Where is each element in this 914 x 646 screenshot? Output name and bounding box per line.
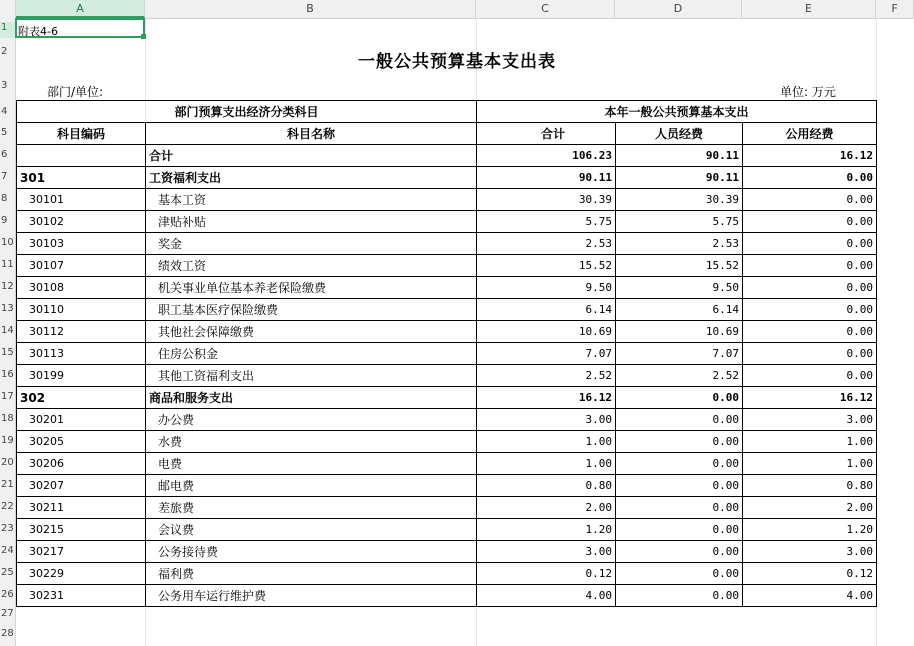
row-public[interactable]: 3.00 [743,409,877,431]
table-row [17,365,877,387]
row-code[interactable]: 302 [17,387,146,409]
group-header-basic-expenditure: 本年一般公共预算基本支出 [477,101,877,123]
row-header[interactable]: 6 [1,149,8,160]
row-total[interactable]: 106.23 [477,145,616,167]
table-row [17,233,877,255]
row-code[interactable]: 30101 [17,189,146,211]
row-code[interactable]: 30231 [17,585,146,607]
unit-label: 单位: 万元 [780,85,836,99]
row-name[interactable]: 工资福利支出 [146,167,477,189]
row-personnel[interactable]: 30.39 [616,189,743,211]
row-header[interactable]: 26 [1,589,14,600]
row-public[interactable]: 0.00 [743,255,877,277]
row-name[interactable]: 住房公积金 [146,343,477,365]
row-public[interactable]: 0.80 [743,475,877,497]
table-row [17,519,877,541]
row-code[interactable] [17,145,146,167]
row-name[interactable]: 绩效工资 [146,255,477,277]
table-row [17,255,877,277]
row-total[interactable]: 1.00 [477,453,616,475]
row-name[interactable]: 邮电费 [146,475,477,497]
row-public[interactable]: 0.00 [743,233,877,255]
row-personnel[interactable]: 15.52 [616,255,743,277]
row-header[interactable]: 25 [1,567,14,578]
row-header[interactable]: 18 [1,413,14,424]
row-total[interactable]: 0.12 [477,563,616,585]
row-total[interactable]: 2.52 [477,365,616,387]
row-name[interactable]: 职工基本医疗保险缴费 [146,299,477,321]
row-personnel[interactable]: 6.14 [616,299,743,321]
row-header[interactable]: 12 [1,281,14,292]
row-header[interactable]: 4 [1,106,8,117]
row-code[interactable]: 30112 [17,321,146,343]
row-header[interactable]: 13 [1,303,14,314]
row-code[interactable]: 30102 [17,211,146,233]
row-code[interactable]: 30110 [17,299,146,321]
row-code[interactable]: 30103 [17,233,146,255]
column-header-a[interactable]: A [16,0,145,18]
row-personnel[interactable]: 0.00 [616,409,743,431]
row-personnel[interactable]: 0.00 [616,387,743,409]
row-personnel[interactable]: 5.75 [616,211,743,233]
row-code[interactable]: 301 [17,167,146,189]
column-title-personnel: 人员经费 [616,123,743,145]
row-header[interactable]: 16 [1,369,14,380]
row-total[interactable]: 9.50 [477,277,616,299]
row-header[interactable]: 1 [0,22,16,38]
row-personnel[interactable]: 0.00 [616,475,743,497]
row-personnel[interactable]: 0.00 [616,519,743,541]
row-code[interactable]: 30205 [17,431,146,453]
row-code[interactable]: 30206 [17,453,146,475]
row-header[interactable]: 28 [1,628,14,639]
row-total[interactable]: 2.53 [477,233,616,255]
row-code[interactable]: 30217 [17,541,146,563]
row-public[interactable]: 0.00 [743,321,877,343]
table-row [17,321,877,343]
row-total[interactable]: 3.00 [477,409,616,431]
row-name[interactable]: 公务接待费 [146,541,477,563]
row-personnel[interactable]: 0.00 [616,453,743,475]
row-personnel[interactable]: 0.00 [616,541,743,563]
column-title-total: 合计 [477,123,616,145]
annex-label[interactable]: 附表4-6 [18,25,58,38]
row-name[interactable]: 水费 [146,431,477,453]
row-header[interactable]: 23 [1,523,14,534]
row-header[interactable]: 8 [1,193,8,204]
row-header[interactable]: 3 [1,80,8,91]
row-personnel[interactable]: 0.00 [616,497,743,519]
table-row [17,343,877,365]
row-name[interactable]: 商品和服务支出 [146,387,477,409]
row-name[interactable]: 公务用车运行维护费 [146,585,477,607]
table-row [17,189,877,211]
row-public[interactable]: 16.12 [743,145,877,167]
row-public[interactable]: 0.00 [743,299,877,321]
row-total[interactable]: 2.00 [477,497,616,519]
row-public[interactable]: 3.00 [743,541,877,563]
row-public[interactable]: 0.00 [743,189,877,211]
row-personnel[interactable]: 2.53 [616,233,743,255]
row-name[interactable]: 其他工资福利支出 [146,365,477,387]
row-code[interactable]: 30211 [17,497,146,519]
row-personnel[interactable]: 2.52 [616,365,743,387]
row-code[interactable]: 30199 [17,365,146,387]
row-public[interactable]: 0.00 [743,343,877,365]
row-name[interactable]: 基本工资 [146,189,477,211]
row-code[interactable]: 30215 [17,519,146,541]
column-header-b[interactable]: B [145,0,476,18]
row-name[interactable]: 津贴补贴 [146,211,477,233]
group-header-economic-class: 部门预算支出经济分类科目 [17,101,477,123]
row-code[interactable]: 30107 [17,255,146,277]
row-header[interactable]: 19 [1,435,14,446]
row-name[interactable]: 差旅费 [146,497,477,519]
table-row [17,475,877,497]
row-personnel[interactable]: 10.69 [616,321,743,343]
dept-label: 部门/单位: [47,85,104,99]
row-code[interactable]: 30108 [17,277,146,299]
row-public[interactable]: 0.12 [743,563,877,585]
column-title-public: 公用经费 [743,123,877,145]
row-total[interactable]: 30.39 [477,189,616,211]
fill-handle[interactable] [141,34,146,39]
row-name[interactable]: 电费 [146,453,477,475]
row-header-bar [0,18,16,646]
column-header-c[interactable]: C [476,0,615,18]
row-public[interactable]: 16.12 [743,387,877,409]
row-public[interactable]: 2.00 [743,497,877,519]
row-public[interactable]: 1.20 [743,519,877,541]
row-name[interactable]: 会议费 [146,519,477,541]
active-cell-cursor [15,18,145,38]
row-public[interactable]: 1.00 [743,453,877,475]
row-name[interactable]: 福利费 [146,563,477,585]
row-code[interactable]: 30207 [17,475,146,497]
row-public[interactable]: 1.00 [743,431,877,453]
row-header[interactable]: 27 [1,608,14,619]
row-header[interactable]: 5 [1,127,8,138]
row-header[interactable]: 21 [1,479,14,490]
row-public[interactable]: 4.00 [743,585,877,607]
row-total[interactable]: 1.20 [477,519,616,541]
row-personnel[interactable]: 0.00 [616,585,743,607]
column-title-code: 科目编码 [17,123,146,145]
budget-table [16,100,877,607]
row-total[interactable]: 7.07 [477,343,616,365]
row-total[interactable]: 0.80 [477,475,616,497]
row-code[interactable]: 30229 [17,563,146,585]
row-personnel[interactable]: 90.11 [616,145,743,167]
table-row [17,541,877,563]
row-total[interactable]: 16.12 [477,387,616,409]
column-header-bar [0,0,914,19]
table-row [17,585,877,607]
table-row [17,497,877,519]
row-code[interactable]: 30113 [17,343,146,365]
row-name[interactable]: 机关事业单位基本养老保险缴费 [146,277,477,299]
table-row [17,145,877,167]
column-header-f[interactable]: F [876,0,914,18]
row-total[interactable]: 15.52 [477,255,616,277]
row-header[interactable]: 15 [1,347,14,358]
row-personnel[interactable]: 0.00 [616,431,743,453]
row-public[interactable]: 0.00 [743,211,877,233]
table-row [17,211,877,233]
row-code[interactable]: 30201 [17,409,146,431]
row-total[interactable]: 4.00 [477,585,616,607]
select-all-corner[interactable] [0,0,16,18]
row-total[interactable]: 3.00 [477,541,616,563]
row-header[interactable]: 20 [1,457,14,468]
row-name[interactable]: 合计 [146,145,477,167]
row-personnel[interactable]: 7.07 [616,343,743,365]
row-header[interactable]: 2 [1,46,8,57]
table-row [17,387,877,409]
column-title-name: 科目名称 [146,123,477,145]
row-name[interactable]: 其他社会保障缴费 [146,321,477,343]
row-header[interactable]: 10 [1,237,14,248]
row-total[interactable]: 5.75 [477,211,616,233]
sheet-title: 一般公共预算基本支出表 [358,52,556,72]
row-total[interactable]: 1.00 [477,431,616,453]
row-public[interactable]: 0.00 [743,365,877,387]
row-name[interactable]: 办公费 [146,409,477,431]
row-public[interactable]: 0.00 [743,277,877,299]
row-header[interactable]: 24 [1,545,14,556]
table-row [17,299,877,321]
row-name[interactable]: 奖金 [146,233,477,255]
table-row [17,409,877,431]
row-personnel[interactable]: 0.00 [616,563,743,585]
row-total[interactable]: 90.11 [477,167,616,189]
table-row [17,563,877,585]
row-header[interactable]: 11 [1,259,14,270]
table-row [17,277,877,299]
row-total[interactable]: 6.14 [477,299,616,321]
table-row [17,431,877,453]
row-personnel[interactable]: 9.50 [616,277,743,299]
row-header[interactable]: 9 [1,215,8,226]
column-header-d[interactable]: D [615,0,742,18]
row-personnel[interactable]: 90.11 [616,167,743,189]
row-header[interactable]: 7 [1,171,8,182]
row-public[interactable]: 0.00 [743,167,877,189]
table-row [17,167,877,189]
row-total[interactable]: 10.69 [477,321,616,343]
column-header-e[interactable]: E [742,0,876,18]
table-row [17,453,877,475]
row-header[interactable]: 22 [1,501,14,512]
row-header[interactable]: 14 [1,325,14,336]
row-header[interactable]: 17 [1,391,14,402]
